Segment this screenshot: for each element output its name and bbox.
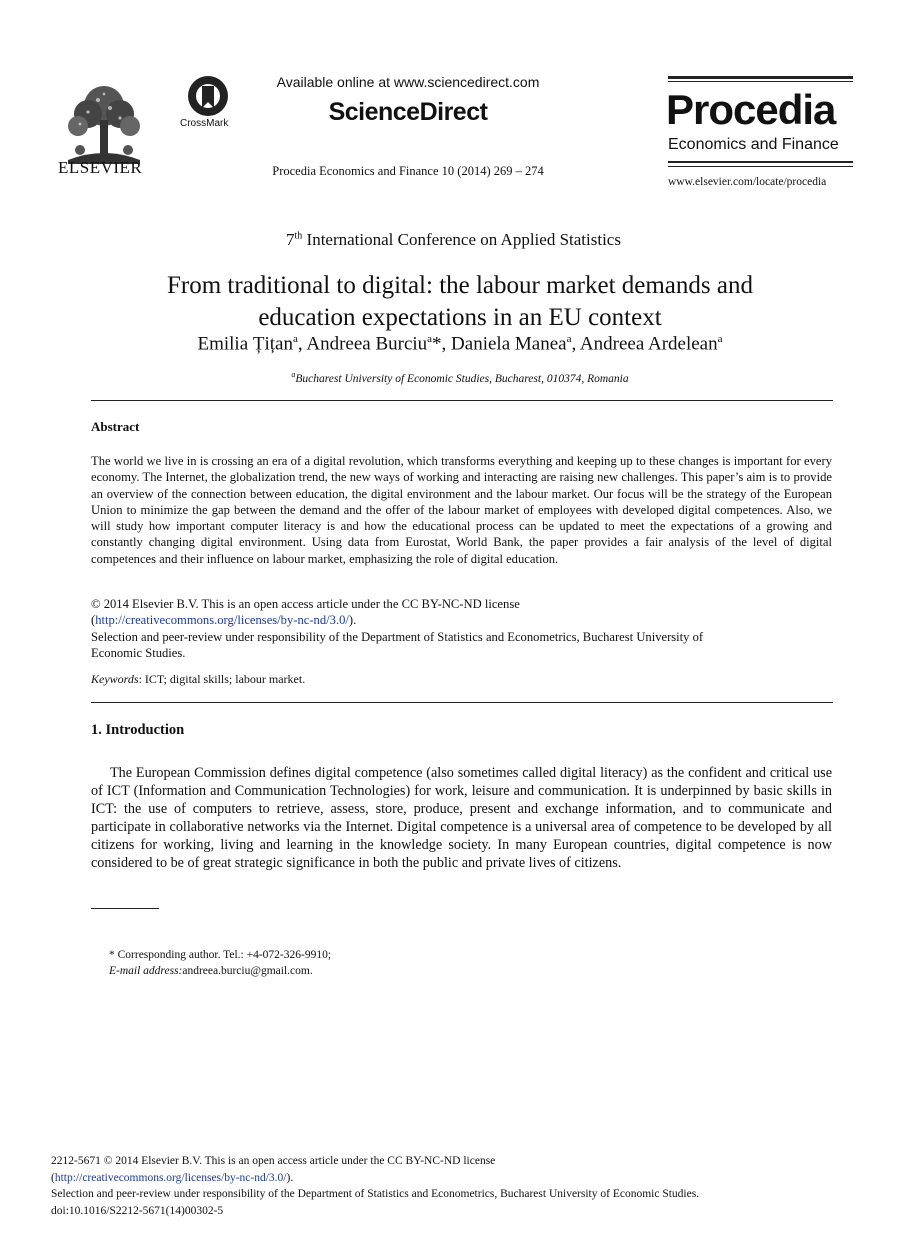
introduction-paragraph: The European Commission defines digital competence (also sometimes called digital literacy) as the confident and critical use of ICT (Information and Communication Technologies) for work, leisure and communication. It is underpinned by basic skills in ICT: the use of computers to retrieve, assess, store, produce, present and exchange information, and to communicate and participate in collaborative networks via the Internet. Digital competence is a universal area of competence to be developed by all citizens for working, living and learning in the knowledge society. In many European countries, digital competence is now considered to be of great strategic significance in both the public and private lives of citizens.: [91, 765, 832, 872]
affiliation-text: Bucharest University of Economic Studies, Bucharest, 010374, Romania: [295, 372, 629, 385]
peer-review-line-1: Selection and peer-review under responsibility of the Department of Statistics and Econometrics, Bucharest University of: [91, 629, 704, 644]
paper-title: [80, 270, 840, 334]
license-url-open: (: [91, 613, 96, 628]
author-name[interactable]: Emilia Țițan: [197, 333, 293, 355]
procedia-rule-bottom-thin: [668, 166, 853, 167]
license-link[interactable]: http://creativecommons.org/licenses/by-nc-nd/3.0/: [95, 613, 349, 628]
license-block: [91, 596, 832, 661]
author-separator: *,: [432, 333, 452, 355]
paper-title-line-2: education expectations in an EU context: [258, 304, 662, 331]
peer-review-line-2: Economic Studies.: [91, 645, 186, 660]
keywords-list: : ICT; digital skills; labour market.: [138, 672, 306, 686]
procedia-rule-top: [668, 76, 853, 79]
license-line: © 2014 Elsevier B.V. This is an open access article under the CC BY-NC-ND license: [91, 597, 520, 611]
abstract-rule-top: [91, 400, 833, 401]
author-separator: ,: [297, 333, 307, 355]
footnote: [109, 947, 331, 979]
conference-title: International Conference on Applied Statistics: [302, 230, 621, 249]
journal-url[interactable]: www.elsevier.com/locate/procedia: [668, 176, 827, 188]
procedia-rule-bottom: [668, 161, 853, 163]
available-online-text: Available online at www.sciencedirect.com: [276, 74, 540, 90]
bottom-url-open: (: [51, 1171, 55, 1184]
bottom-peer-review: Selection and peer-review under responsibility of the Department of Statistics and Econometrics, Bucharest University of Economic Studies.: [51, 1188, 700, 1200]
email-link[interactable]: andreea.burciu@gmail.com.: [182, 965, 313, 977]
journal-logo-title: Procedia: [666, 86, 836, 133]
abstract-body: The world we live in is crossing an era of a digital revolution, which transforms everything and keeping up to these changes is important for every economy. The Internet, the globalization trend, the new ways of working and interacting are raising new challenges. This paper’s aim is to provide an overview of the connection between education, the digital environment and the labour market. Our focus will be the strategy of the European Union to minimize the gap between the demand and the offer of the labour market of employees with developed digital competences. Also, we will study how important computer literacy is and how the educational process can be updated to meet the expectations of a growing and constantly changing digital environment. Using data from Eurostat, World Bank, the paper provides a fair analysis of the level of digital competences and their influence on labour market, emphasizing the role of digital education.: [91, 454, 832, 566]
procedia-rule-top-thin: [668, 81, 853, 82]
corresponding-author: * Corresponding author. Tel.: +4-072-326-9910;: [109, 949, 332, 961]
keywords-label: Keywords: [91, 672, 139, 686]
author-affiliation-mark: a: [717, 333, 723, 345]
conference-number: 7: [286, 230, 295, 249]
paper-title-line-1: From traditional to digital: the labour market demands and: [167, 272, 753, 299]
doi[interactable]: doi:10.1016/S2212-5671(14)00302-5: [51, 1204, 224, 1217]
email-label: E-mail address:: [109, 965, 183, 977]
author-affiliation-mark: a: [293, 333, 298, 345]
footnote-rule: [91, 908, 159, 909]
issn-license-line: 2212-5671 © 2014 Elsevier B.V. This is an open access article under the CC BY-NC-ND license: [51, 1155, 496, 1167]
author-affiliation-mark: a: [427, 333, 433, 345]
crossmark-label: CrossMark: [180, 118, 229, 129]
abstract-heading: Abstract: [91, 419, 140, 434]
license-url-close: ).: [348, 613, 357, 628]
bottom-url-close: ).: [286, 1171, 294, 1184]
bottom-license-block: [51, 1153, 851, 1219]
publisher-name: ELSEVIER: [58, 158, 143, 177]
journal-citation: Procedia Economics and Finance 10 (2014) 269 – 274: [272, 164, 544, 178]
conference-ordinal-suffix: th: [294, 230, 303, 242]
bottom-license-link[interactable]: http://creativecommons.org/licenses/by-nc-nd/3.0/: [54, 1171, 287, 1184]
sciencedirect-logo-text[interactable]: ScienceDirect: [328, 98, 488, 126]
keywords: [91, 672, 305, 687]
author-affiliation: [80, 370, 840, 385]
email-line: [109, 963, 331, 979]
author-affiliation-mark: a: [566, 333, 572, 345]
bottom-url-line: [51, 1170, 851, 1187]
journal-logo-subtitle: Economics and Finance: [668, 136, 839, 153]
author-name[interactable]: Andreea Burciu: [306, 333, 428, 355]
license-url-line: [91, 612, 832, 628]
abstract-rule-bottom: [91, 702, 833, 703]
author-name[interactable]: Andreea Ardelean: [579, 333, 718, 355]
affiliation-mark: a: [291, 370, 296, 379]
conference-name: [0, 230, 907, 250]
author-separator: ,: [571, 333, 580, 355]
author-name[interactable]: Daniela Manea: [451, 333, 567, 355]
author-list: [80, 333, 840, 355]
section-heading-introduction: 1. Introduction: [91, 722, 185, 738]
